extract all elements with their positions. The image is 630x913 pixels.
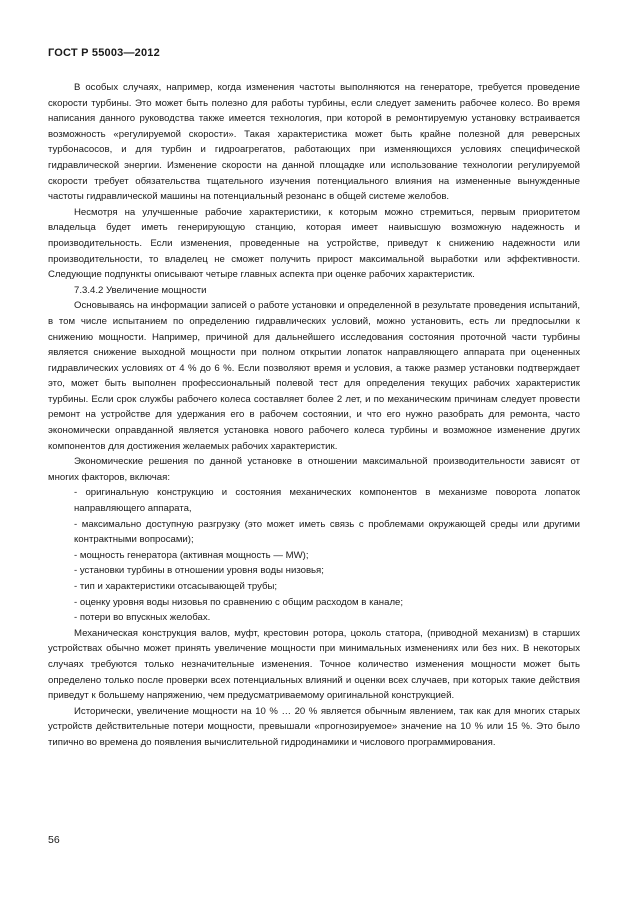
paragraph-economic-factors-intro: Экономические решения по данной установке в отношении максимальной производительности зависят от многих факторов, включая: (48, 456, 580, 483)
list-item: - мощность генератора (активная мощность — MW); (74, 549, 309, 561)
paragraph-reliability-priority: Несмотря на улучшенные рабочие характеристики, к которым можно стремиться, первым приоритетом владельца будет иметь генерирующую станцию, которая имеет наивысшую возможную надежность и производительность. Если изменения, проведенные на устройстве, приведут к снижению надежности или производительности, то владелец не сможет получить прирост максимальной выработки или эффективности. Следующие подпункты описывают четыре главных аспекта при оценке рабочих характеристик. (48, 206, 580, 281)
paragraph-mechanical-design: Механическая конструкция валов, муфт, крестовин ротора, цоколь статора, (приводной механизм) в старших устройствах обычно может принять увеличение мощности при минимальных изменениях или без них. В некоторых случаях требуются только незначительные изменения. Точное количество изменения мощности может быть определено только после проверки всех потенциальных влияний и оценки всех случаев, при которых такие действия приведут к большему напряжению, чем предусматриваемому оригинальной конструкцией. (48, 627, 580, 702)
body-text (48, 80, 580, 751)
section-heading-power-increase: 7.3.4.2 Увеличение мощности (74, 284, 207, 296)
paragraph-power-reduction-analysis: Основываясь на информации записей о работе установки и определенной в результате проведения испытаний, в том числе испытанием по определению гидравлических условий, можно установить, есть ли предпосылки к снижению мощности. Например, причиной для дальнейшего исследования состояния проточной части турбины является снижение выходной мощности при полном открытии лопаток направляющего аппарата при оцененных гидравлических условиях от 4 % до 6 %. Если позволяют время и условия, а также размер установки подтверждает это, может быть выполнен профессиональный полевой тест для определения текущих рабочих характеристик турбины. Если срок службы рабочего колеса составляет более 2 лет, и по механическим причинам следует провести ремонт на устройстве для удержания его в рабочем состоянии, и что его нужно разобрать для ремонта, часто экономически оправданной является установка нового рабочего колеса турбины и возможное изменение других компонентов для достижения желаемых рабочих характеристик. (48, 300, 580, 452)
list-item: - установки турбины в отношении уровня воды низовья; (74, 565, 324, 577)
list-item: - потери во впускных желобах. (74, 612, 211, 624)
paragraph-historical-increase: Исторически, увеличение мощности на 10 % … 20 % является обычным явлением, так как для многих старых устройств действительные потери мощности, превышали «прогнозируемое» значение на 10 % или 15 %. Это было типично во времена до появления вычислительной гидродинамики и числового программирования. (48, 705, 580, 748)
paragraph-speed-change: В особых случаях, например, когда изменения частоты выполняются на генераторе, требуется проведение скорости турбины. Это может быть полезно для работы турбины, если следует заменить рабочее колесо. Во время написания данного руководства также имеется технология, при которой в ремонтируемую установку встраивается возможность «регулируемой скорости». Такая характеристика может быть крайне полезной для реверсных турбонасосов, и для турбин и гидроагрегатов, работающих при изменяющихся условиях специфической гидравлической энергии. Изменение скорости на данной площадке или использование технологии регулируемой скорости требует обязательства тщательного изучения потенциального влияния на измененные вынужденные частоты гидравлической машины на потенциальный резонанс в общей системе желобов. (48, 82, 580, 203)
page-number: 56 (48, 834, 60, 846)
page-header-standard-code: ГОСТ Р 55003—2012 (48, 47, 160, 59)
list-item: - оценку уровня воды низовья по сравнению с общим расходом в канале; (74, 596, 404, 608)
list-item: - тип и характеристики отсасывающей трубы; (74, 581, 278, 592)
list-item: - оригинальную конструкцию и состояния механических компонентов в механизме поворота лопаток направляющего аппарата, (74, 487, 580, 515)
list-item: - максимально доступную разгрузку (это может иметь связь с проблемами окружающей среды или другими контрактными вопросами); (74, 518, 580, 546)
